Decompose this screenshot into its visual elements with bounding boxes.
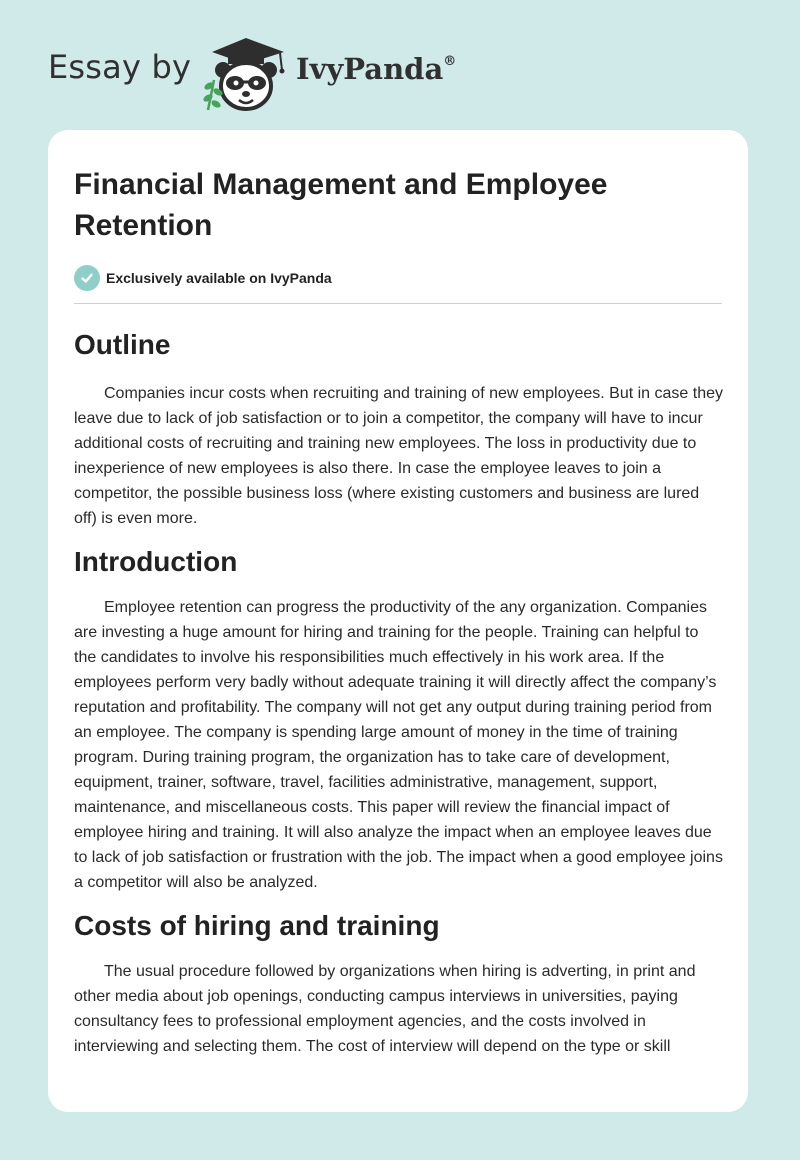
brand-text: IvyPanda	[296, 52, 444, 86]
section-heading: Outline	[74, 329, 171, 360]
title-divider	[74, 303, 722, 304]
site-header	[48, 30, 508, 114]
section-outline	[74, 327, 724, 531]
essay-card	[48, 130, 748, 1112]
section-introduction	[74, 544, 724, 895]
panda-logo-icon[interactable]	[200, 30, 292, 114]
essay-by-label: Essay by	[48, 48, 192, 86]
exclusive-badge	[74, 264, 724, 292]
exclusive-label: Exclusively available on IvyPanda	[106, 270, 332, 286]
section-paragraph: Companies incur costs when recruiting and training of new employees. But in case they leave due to lack of job satisfaction or to join a competitor, the company will have to incur additional costs of recruiting and training new employees. The loss in productivity due to inexperience of new employees is also there. In case the employee leaves to join a competitor, the possible business loss (where existing customers and business are lured off) is even more.	[74, 385, 723, 527]
brand-name[interactable]	[296, 52, 456, 86]
section-costs	[74, 908, 724, 1059]
section-paragraph: The usual procedure followed by organizations when hiring is adverting, in print and other media about job openings, conducting campus interviews in universities, paying consultancy fees to professional employment agencies, and the costs involved in interviewing and selecting them. The cost of interview will depend on the type or skill	[74, 963, 696, 1055]
essay-title: Financial Management and Employee Retention	[74, 168, 608, 242]
section-heading: Introduction	[74, 546, 238, 577]
registered-mark: ®	[443, 54, 457, 69]
essay-content	[74, 164, 724, 1059]
checkmark-icon	[74, 265, 100, 291]
section-paragraph: Employee retention can progress the productivity of the any organization. Companies are investing a huge amount for hiring and training for the people. Training can helpful to the candidates to involve his responsibilities much effectively in his work area. If the employees perform very badly without adequate training it will directly affect the company’s reputation and profitability. The company will not get any output during training period from an employee. The company is spending large amount of money in the time of training program. During training program, the organization has to take care of development, equipment, trainer, software, travel, facilities administrative, management, support, maintenance, and miscellaneous costs. This paper will review the financial impact of employee hiring and training. It will also analyze the impact when an employee leaves due to lack of job satisfaction or frustration with the job. The impact when a good employee joins a competitor will also be analyzed.	[74, 599, 723, 891]
section-heading: Costs of hiring and training	[74, 910, 440, 941]
